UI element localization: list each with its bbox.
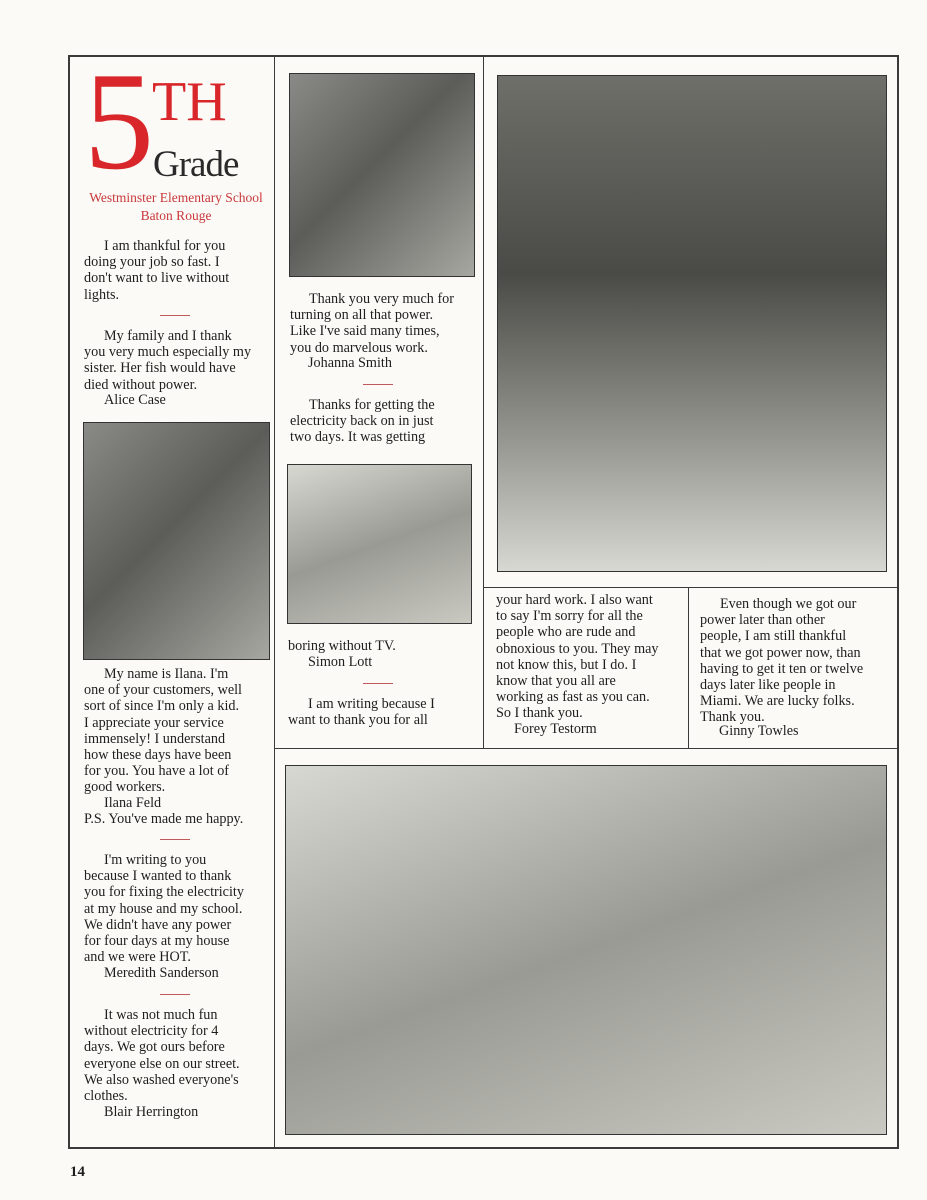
divider: [688, 587, 689, 748]
letter-text: My name is Ilana. I'm one of your customers, well sort of since I'm only a kid. I appreciate your service immensely! I understand how these days have been for you. You have a lot of good workers.: [84, 666, 242, 796]
school-name: Westminster Elementary School: [89, 190, 263, 205]
frame-right: [897, 55, 899, 1148]
grade-label: Grade: [153, 144, 239, 185]
separator: [363, 683, 393, 684]
photo-three-men: [289, 73, 475, 277]
letter-text: I'm writing to you because I wanted to thank you for fixing the electricity at my house and my school. We didn't have any power for four days at my house and we were HOT.: [84, 852, 244, 966]
letter-text: Even though we got our power later than other people, I am still thankful that we got power now, than having to get it ten or twelve days later like people in Miami. We are lucky folks. Thank you.: [700, 596, 864, 726]
letter-signature: Simon Lott: [308, 654, 373, 670]
letter-text: I am thankful for you doing your job so fast. I don't want to live without lights.: [84, 238, 230, 303]
photo-bucket-truck: [497, 75, 887, 572]
frame-bottom: [68, 1147, 899, 1149]
page-number: 14: [70, 1164, 85, 1180]
letter-signature: Meredith Sanderson: [104, 965, 219, 981]
letter-text: boring without TV.: [288, 638, 396, 654]
divider: [274, 748, 898, 749]
divider: [483, 587, 898, 588]
frame-left: [68, 55, 70, 1148]
city-name: Baton Rouge: [140, 208, 212, 223]
photo-man-at-desk: [287, 464, 472, 624]
letter-signature: Alice Case: [104, 392, 166, 408]
letter-text: your hard work. I also want to say I'm sorry for all the people who are rude and obnoxious to you. They may not know this, but I do. I know that you all are working as fast as you can. So I thank you.: [496, 592, 659, 722]
letter-ps: P.S. You've made me happy.: [84, 811, 244, 827]
letter-text: I am writing because I want to thank you for all: [288, 696, 435, 729]
separator: [363, 384, 393, 385]
letter-signature: Ilana Feld: [104, 795, 162, 811]
letter-text: It was not much fun without electricity for 4 days. We got ours before everyone else on our street. We also washed everyone's clothes.: [84, 1007, 240, 1105]
letter-signature: Forey Testorm: [514, 721, 597, 737]
separator: [160, 994, 190, 995]
letter-text: My family and I thank you very much especially my sister. Her fish would have died without power.: [84, 328, 252, 393]
letter-text: Thanks for getting the electricity back on in just two days. It was getting: [290, 397, 435, 446]
letter-signature: Johanna Smith: [308, 355, 392, 371]
divider: [274, 55, 275, 1148]
photo-man-on-phone: [83, 422, 270, 660]
grade-number: 5: [84, 44, 154, 199]
grade-superscript: TH: [152, 71, 227, 133]
letter-signature: Ginny Towles: [719, 723, 799, 739]
letter-text: Thank you very much for turning on all that power. Like I've said many times, you do marvelous work.: [290, 291, 454, 356]
photo-office-workers: [285, 765, 887, 1135]
separator: [160, 839, 190, 840]
separator: [160, 315, 190, 316]
letter-signature: Blair Herrington: [104, 1104, 199, 1120]
divider: [483, 55, 484, 748]
